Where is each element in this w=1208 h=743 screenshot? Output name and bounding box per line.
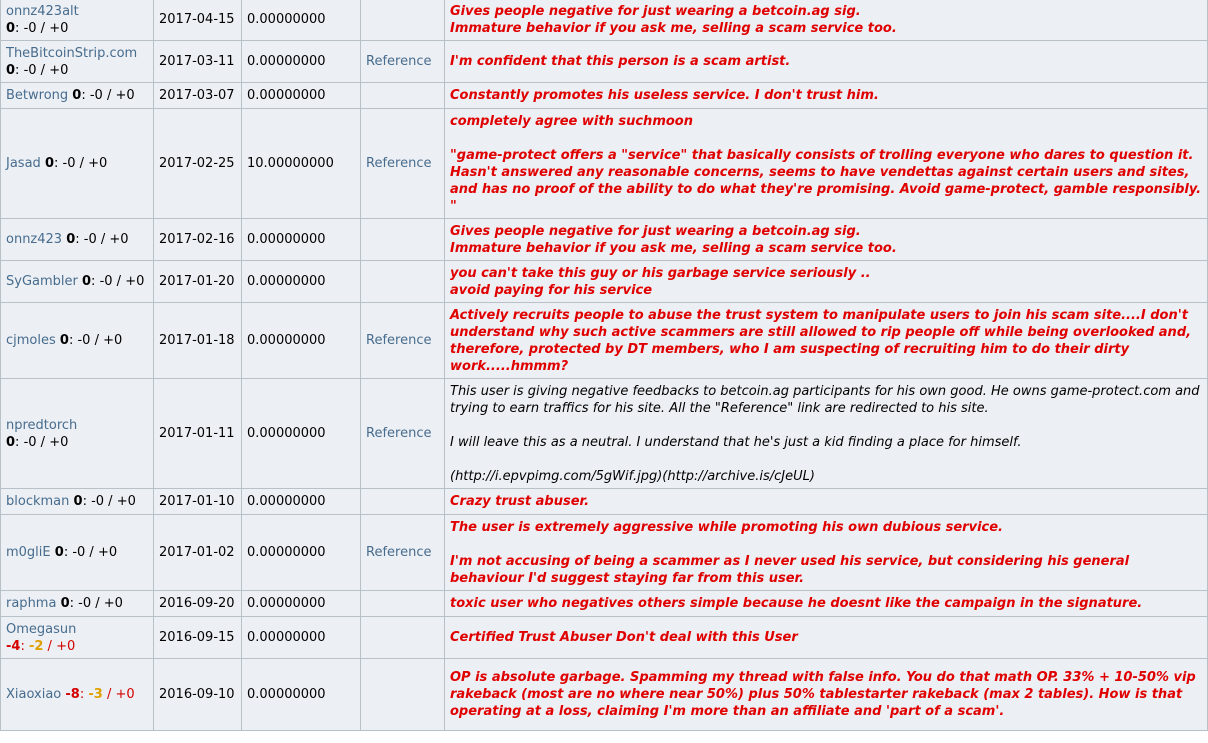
feedback-date: 2017-02-25 <box>154 109 242 219</box>
comment-cell <box>445 617 1208 659</box>
trust-score: 0 <box>6 62 16 78</box>
negative-count: -0 <box>72 545 86 560</box>
user-cell: Omegasun -4: -2 / +0 <box>1 617 154 659</box>
user-link[interactable]: Betwrong <box>6 88 69 103</box>
reference-link[interactable]: Reference <box>366 426 432 441</box>
feedback-comment: I'm confident that this person is a scam artist. <box>450 54 791 69</box>
positive-count: +0 <box>49 20 69 36</box>
risked-btc: 0.00000000 <box>242 515 361 591</box>
positive-count: +0 <box>125 274 145 289</box>
feedback-date: 2017-01-11 <box>154 379 242 489</box>
comment-cell <box>445 0 1208 41</box>
risked-btc: 0.00000000 <box>242 303 361 379</box>
risked-btc: 0.00000000 <box>242 591 361 617</box>
reference-cell <box>361 515 445 591</box>
negative-count: -0 <box>78 596 92 611</box>
reference-link[interactable]: Reference <box>366 333 432 348</box>
comment-cell <box>445 515 1208 591</box>
risked-btc: 0.00000000 <box>242 219 361 261</box>
user-link[interactable]: m0gliE <box>6 545 51 560</box>
comment-cell <box>445 109 1208 219</box>
user-cell: npredtorch 0: -0 / +0 <box>1 379 154 489</box>
reference-cell <box>361 303 445 379</box>
trust-score: 0 <box>6 434 16 450</box>
reference-cell <box>361 83 445 109</box>
feedback-date: 2017-01-02 <box>154 515 242 591</box>
feedback-date: 2016-09-20 <box>154 591 242 617</box>
feedback-row <box>1 489 1208 515</box>
user-cell: onnz423alt 0: -0 / +0 <box>1 0 154 41</box>
feedback-row <box>1 261 1208 303</box>
feedback-row <box>1 379 1208 489</box>
user-link[interactable]: Xiaoxiao <box>6 687 62 702</box>
reference-cell <box>361 489 445 515</box>
user-cell: cjmoles 0: -0 / +0 <box>1 303 154 379</box>
user-link[interactable]: raphma <box>6 596 57 611</box>
positive-count: +0 <box>88 156 108 171</box>
reference-cell <box>361 261 445 303</box>
negative-count: -0 <box>23 434 37 450</box>
user-link[interactable]: npredtorch <box>6 417 78 433</box>
risked-btc: 0.00000000 <box>242 83 361 109</box>
feedback-comment: Gives people negative for just wearing a betcoin.ag sig. Immature behavior if you ask me, selling a scam service too. <box>450 3 897 36</box>
user-link[interactable]: SyGambler <box>6 274 78 289</box>
reference-link[interactable]: Reference <box>366 54 432 69</box>
comment-cell <box>445 591 1208 617</box>
reference-cell <box>361 379 445 489</box>
feedback-comment: This user is giving negative feedbacks to betcoin.ag participants for his own good. He owns game-protect.com and trying to earn traffics for his site. All the "Reference" link are redirected to his site. I will leave this as a neutral. I understand that he's just a kid finding a place for himself. (http://i.epvpimg.com/5gWif.jpg)(http://archive.is/cJeUL) <box>450 383 1200 484</box>
positive-count: +0 <box>115 687 135 702</box>
feedback-comment: OP is absolute garbage. Spamming my thread with false info. You do that math OP. 33% + 10-50% vip rakeback (most are no where near 50%) plus 50% tablestarter rakeback (max 2 tables). How is that operating at a loss, claiming I'm more than an affiliate and 'part of a scam'. <box>450 670 1201 719</box>
risked-btc: 0.00000000 <box>242 41 361 83</box>
feedback-date: 2017-01-10 <box>154 489 242 515</box>
positive-count: +0 <box>56 638 76 654</box>
feedback-date: 2016-09-15 <box>154 617 242 659</box>
feedback-date: 2016-09-10 <box>154 659 242 731</box>
reference-cell <box>361 659 445 731</box>
risked-btc: 0.00000000 <box>242 0 361 41</box>
user-link[interactable]: blockman <box>6 494 70 509</box>
reference-cell <box>361 109 445 219</box>
risked-btc: 0.00000000 <box>242 379 361 489</box>
reference-link[interactable]: Reference <box>366 156 432 171</box>
positive-count: +0 <box>103 596 123 611</box>
reference-cell <box>361 0 445 41</box>
negative-count: -0 <box>99 274 113 289</box>
feedback-comment: you can't take this guy or his garbage service seriously .. avoid paying for his service <box>450 265 871 298</box>
user-cell: blockman 0: -0 / +0 <box>1 489 154 515</box>
user-link[interactable]: Jasad <box>6 156 41 171</box>
trust-score: 0 <box>82 274 92 289</box>
negative-count: -0 <box>62 156 76 171</box>
feedback-row <box>1 83 1208 109</box>
user-cell: Betwrong 0: -0 / +0 <box>1 83 154 109</box>
positive-count: +0 <box>116 494 136 509</box>
feedback-row <box>1 0 1208 41</box>
feedback-comment: Gives people negative for just wearing a betcoin.ag sig. Immature behavior if you ask me, selling a scam service too. <box>450 223 897 256</box>
feedback-date: 2017-03-11 <box>154 41 242 83</box>
user-link[interactable]: cjmoles <box>6 333 56 348</box>
positive-count: +0 <box>109 232 129 247</box>
user-cell: TheBitcoinStrip.com 0: -0 / +0 <box>1 41 154 83</box>
feedback-comment: completely agree with suchmoon "game-protect offers a "service" that basically consists of trolling everyone who dares to question it. Hasn't answered any reasonable concerns, seems to have vendettas against certain users and sites, and has no proof of the ability to do what they're promising. Avoid game-protect, gamble responsibly. " <box>450 113 1202 214</box>
comment-cell <box>445 41 1208 83</box>
feedback-date: 2017-01-18 <box>154 303 242 379</box>
user-link[interactable]: TheBitcoinStrip.com <box>6 45 138 61</box>
feedback-row <box>1 219 1208 261</box>
reference-cell <box>361 219 445 261</box>
feedback-date: 2017-03-07 <box>154 83 242 109</box>
positive-count: +0 <box>49 62 69 78</box>
risked-btc: 10.00000000 <box>242 109 361 219</box>
reference-link[interactable]: Reference <box>366 545 432 560</box>
feedback-row <box>1 659 1208 731</box>
trust-score: 0 <box>54 545 64 560</box>
risked-btc: 0.00000000 <box>242 489 361 515</box>
negative-count: -0 <box>83 232 97 247</box>
negative-count: -2 <box>28 638 44 654</box>
negative-count: -0 <box>23 62 37 78</box>
trust-score: 0 <box>72 88 82 103</box>
feedback-comment: Crazy trust abuser. <box>450 494 590 509</box>
trust-feedback-body <box>1 0 1208 731</box>
user-cell: onnz423 0: -0 / +0 <box>1 219 154 261</box>
negative-count: -0 <box>77 333 91 348</box>
user-cell: Jasad 0: -0 / +0 <box>1 109 154 219</box>
feedback-row <box>1 41 1208 83</box>
feedback-comment: toxic user who negatives others simple because he doesnt like the campaign in the signature. <box>450 596 1143 611</box>
trust-score: -8 <box>65 687 80 702</box>
negative-count: -0 <box>23 20 37 36</box>
user-cell: raphma 0: -0 / +0 <box>1 591 154 617</box>
trust-score: 0 <box>66 232 76 247</box>
feedback-comment: The user is extremely aggressive while promoting his own dubious service. I'm not accusing of being a scammer as I never used his service, but considering his general behaviour I'd suggest staying far from this user. <box>450 519 1130 586</box>
comment-cell <box>445 219 1208 261</box>
risked-btc: 0.00000000 <box>242 617 361 659</box>
comment-cell <box>445 83 1208 109</box>
feedback-date: 2017-04-15 <box>154 0 242 41</box>
feedback-comment: Actively recruits people to abuse the trust system to manipulate users to join his scam site....I don't understand why such active scammers are still allowed to rip people off while being overlooked and, therefore, protected by DT members, who I am suspecting of recruiting him to do their dirty work.....hmmm? <box>450 307 1196 374</box>
user-cell: SyGambler 0: -0 / +0 <box>1 261 154 303</box>
trust-score: 0 <box>44 156 54 171</box>
comment-cell <box>445 659 1208 731</box>
risked-btc: 0.00000000 <box>242 659 361 731</box>
trust-score: 0 <box>6 20 16 36</box>
trust-score: 0 <box>59 333 69 348</box>
risked-btc: 0.00000000 <box>242 261 361 303</box>
comment-cell <box>445 261 1208 303</box>
comment-cell <box>445 379 1208 489</box>
user-cell: m0gliE 0: -0 / +0 <box>1 515 154 591</box>
feedback-comment: Certified Trust Abuser Don't deal with this User <box>450 630 798 645</box>
negative-count: -0 <box>91 494 105 509</box>
trust-score: -4 <box>6 638 21 654</box>
comment-cell <box>445 489 1208 515</box>
feedback-date: 2017-01-20 <box>154 261 242 303</box>
trust-score: 0 <box>60 596 70 611</box>
trust-score: 0 <box>73 494 83 509</box>
feedback-date: 2017-02-16 <box>154 219 242 261</box>
negative-count: -0 <box>89 88 103 103</box>
feedback-row <box>1 591 1208 617</box>
reference-cell <box>361 617 445 659</box>
user-link[interactable]: onnz423 <box>6 232 63 247</box>
positive-count: +0 <box>49 434 69 450</box>
user-link[interactable]: Omegasun <box>6 621 77 637</box>
feedback-comment: Constantly promotes his useless service. I don't trust him. <box>450 88 879 103</box>
comment-cell <box>445 303 1208 379</box>
feedback-row <box>1 109 1208 219</box>
feedback-row <box>1 303 1208 379</box>
feedback-row <box>1 617 1208 659</box>
negative-count: -3 <box>88 687 103 702</box>
user-link[interactable]: onnz423alt <box>6 3 79 19</box>
feedback-row <box>1 515 1208 591</box>
reference-cell <box>361 41 445 83</box>
positive-count: +0 <box>97 545 118 560</box>
positive-count: +0 <box>103 333 123 348</box>
user-cell: Xiaoxiao -8: -3 / +0 <box>1 659 154 731</box>
positive-count: +0 <box>115 88 135 103</box>
reference-cell <box>361 591 445 617</box>
